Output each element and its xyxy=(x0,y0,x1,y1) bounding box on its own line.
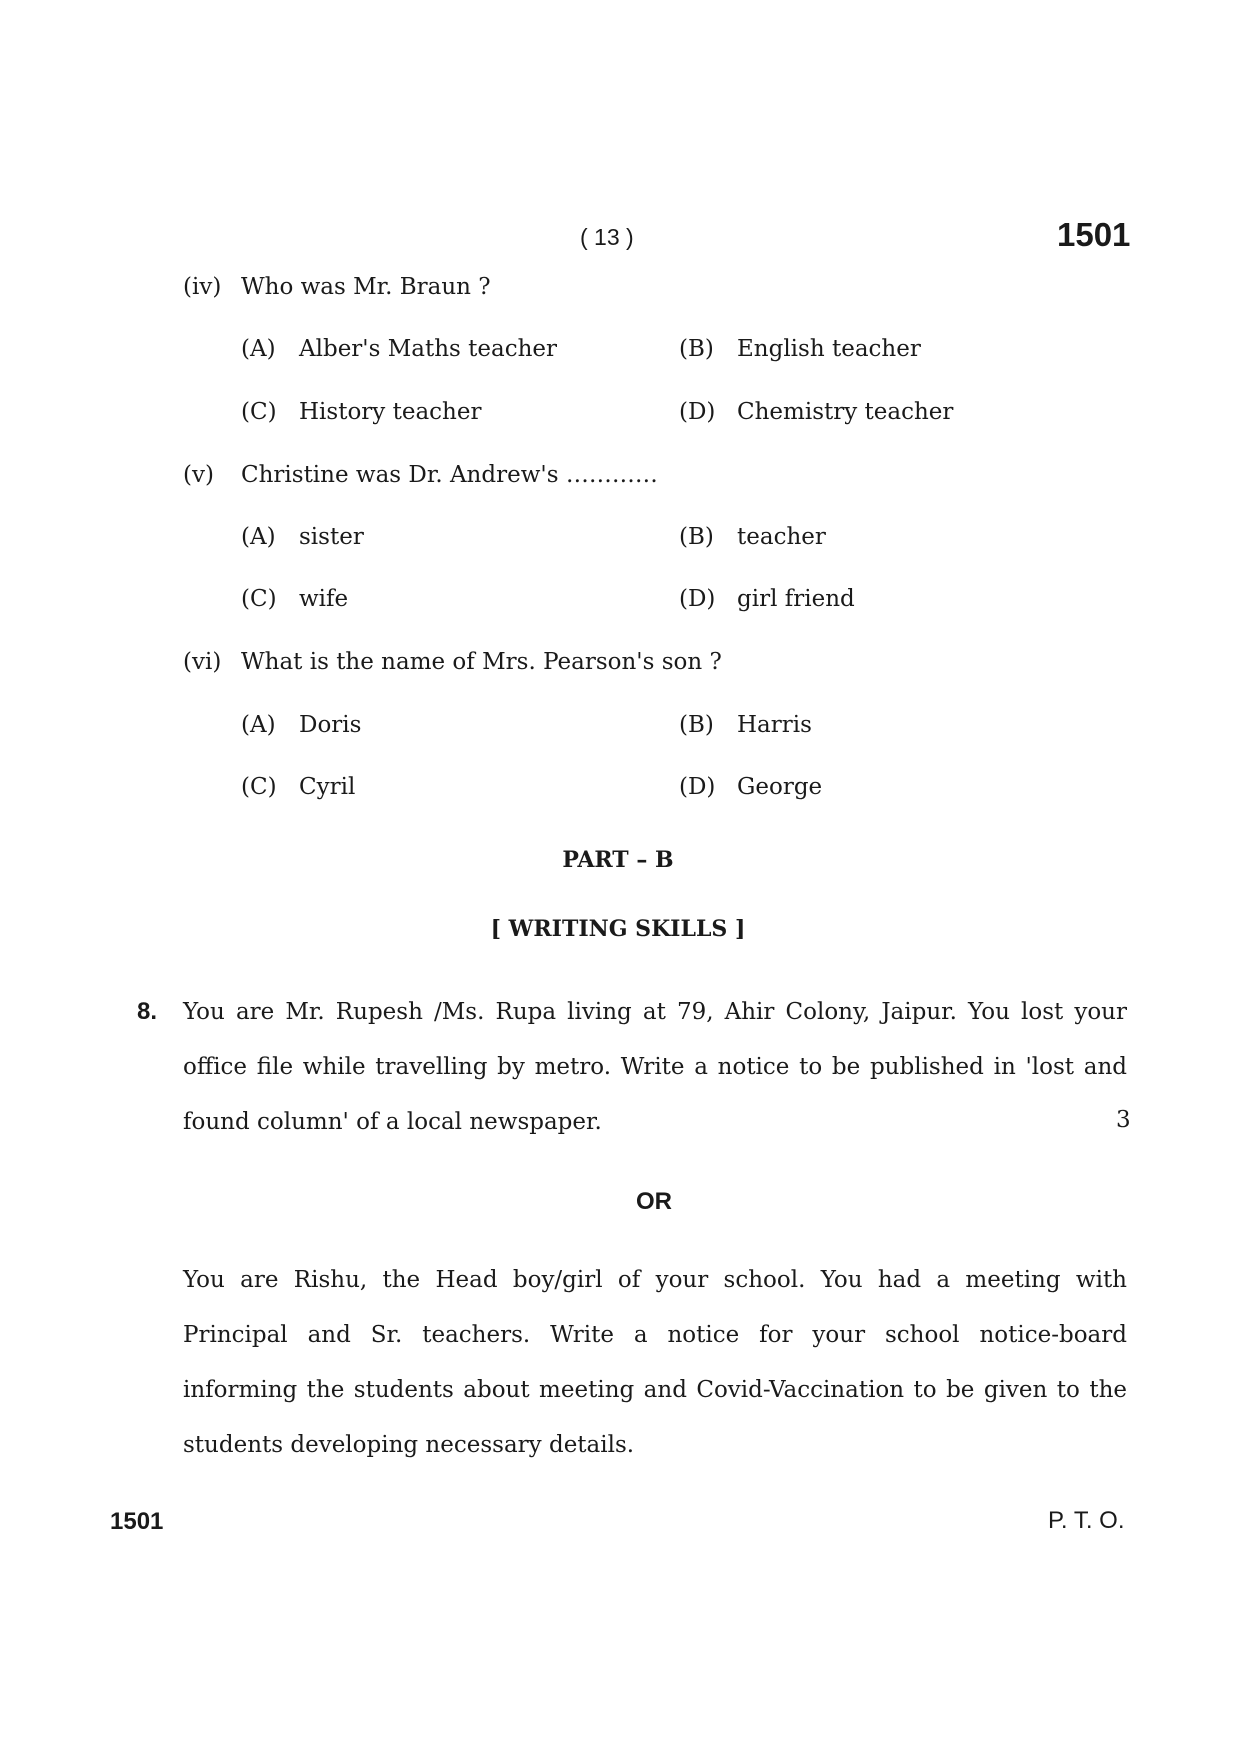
option-text: History teacher xyxy=(299,399,482,425)
section-subtitle-text: [ WRITING SKILLS ] xyxy=(490,916,746,942)
alternative-line: students developing necessary details. xyxy=(183,1432,635,1458)
question-8-line: found column' of a local newspaper. xyxy=(183,1109,602,1135)
option-text: Cyril xyxy=(299,774,356,800)
pto-label: P. T. O. xyxy=(1048,1507,1125,1534)
part-b-title xyxy=(0,847,1240,873)
option-text: sister xyxy=(299,524,364,550)
page-number: ( 13 ) xyxy=(580,224,634,250)
option-text: wife xyxy=(299,586,349,612)
option-label: (A) xyxy=(241,336,276,362)
question-text: Christine was Dr. Andrew's ………… xyxy=(241,462,658,488)
option-text: girl friend xyxy=(737,586,855,612)
option-label: (A) xyxy=(241,524,276,550)
option-text: Alber's Maths teacher xyxy=(299,336,558,362)
question-number: (v) xyxy=(183,462,214,488)
question-8-alternative-text xyxy=(183,1253,1127,1473)
option-label: (B) xyxy=(679,336,714,362)
option-label: (B) xyxy=(679,712,714,738)
option-label: (D) xyxy=(679,774,716,800)
or-separator: OR xyxy=(636,1188,672,1215)
paper-code-header: 1501 xyxy=(1057,216,1131,253)
question-text: What is the name of Mrs. Pearson's son ? xyxy=(241,649,722,675)
question-8-line: office file while travelling by metro. Write a notice to be published in 'lost and xyxy=(183,1054,1127,1080)
option-text: Harris xyxy=(737,712,812,738)
option-label: (C) xyxy=(241,399,277,425)
option-text: Doris xyxy=(299,712,362,738)
marks-value: 3 xyxy=(1116,1107,1131,1133)
question-number: (vi) xyxy=(183,649,222,675)
question-8-line: You are Mr. Rupesh /Ms. Rupa living at 79, Ahir Colony, Jaipur. You lost your xyxy=(183,999,1127,1025)
question-text: Who was Mr. Braun ? xyxy=(241,274,491,300)
alternative-line: informing the students about meeting and Covid-Vaccination to be given to the xyxy=(183,1377,1127,1403)
question-8-text xyxy=(183,985,1127,1150)
question-number: (iv) xyxy=(183,274,222,300)
paper-code-footer: 1501 xyxy=(110,1508,164,1535)
option-text: English teacher xyxy=(737,336,921,362)
option-label: (A) xyxy=(241,712,276,738)
part-b-title-text: PART – B xyxy=(562,847,674,873)
option-label: (D) xyxy=(679,586,716,612)
option-label: (C) xyxy=(241,586,277,612)
option-text: teacher xyxy=(737,524,826,550)
option-label: (D) xyxy=(679,399,716,425)
option-text: Chemistry teacher xyxy=(737,399,954,425)
section-subtitle xyxy=(0,916,1240,942)
option-label: (C) xyxy=(241,774,277,800)
alternative-line: Principal and Sr. teachers. Write a notice for your school notice-board xyxy=(183,1322,1127,1348)
question-8-number: 8. xyxy=(137,998,158,1025)
alternative-line: You are Rishu, the Head boy/girl of your school. You had a meeting with xyxy=(183,1267,1127,1293)
option-label: (B) xyxy=(679,524,714,550)
option-text: George xyxy=(737,774,823,800)
